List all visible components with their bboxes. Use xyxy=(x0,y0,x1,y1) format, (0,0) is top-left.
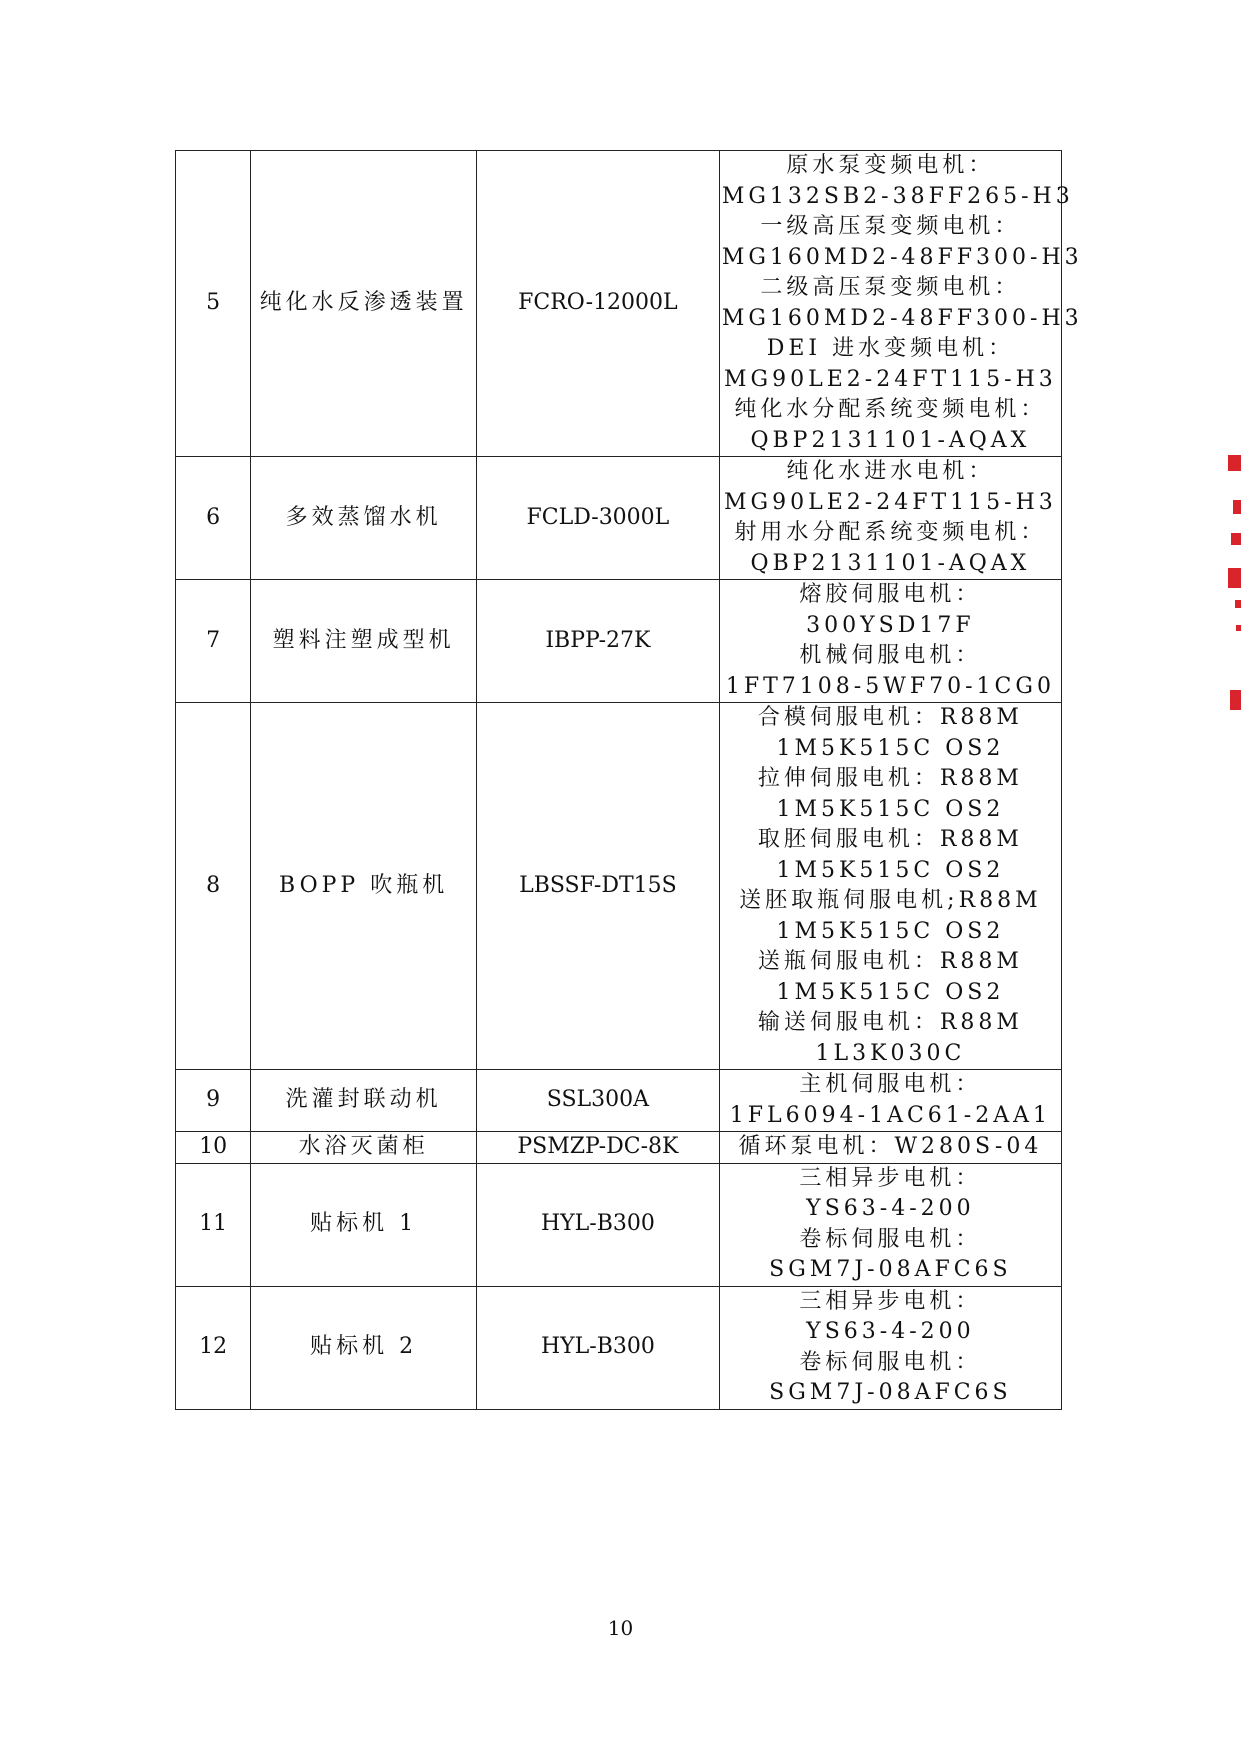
equipment-name-cell: BOPP 吹瓶机 xyxy=(251,703,477,1070)
row-number-cell: 9 xyxy=(176,1070,251,1132)
model-cell: FCLD-3000L xyxy=(477,457,720,580)
motor-spec-line: 送瓶伺服电机：R88M xyxy=(757,949,1023,974)
motor-spec-cell xyxy=(719,1163,1061,1286)
seal-stamp-fragment xyxy=(1231,533,1241,545)
equipment-name-cell: 洗灌封联动机 xyxy=(251,1070,477,1132)
row-number-cell: 10 xyxy=(176,1132,251,1164)
row-number-cell: 6 xyxy=(176,457,251,580)
motor-spec-line: 射用水分配系统变频电机： xyxy=(734,520,1047,545)
table-row xyxy=(176,1132,1062,1164)
model-cell: SSL300A xyxy=(477,1070,720,1132)
motor-spec-line: DEI 进水变频电机： xyxy=(766,336,1015,361)
motor-spec-line: SGM7J-08AFC6S xyxy=(769,1257,1012,1282)
table-row xyxy=(176,151,1062,457)
motor-spec-cell xyxy=(719,703,1061,1070)
motor-spec-cell xyxy=(719,151,1083,457)
motor-spec-line: 1M5K515C OS2 xyxy=(776,918,1005,944)
motor-spec-line: 三相异步电机： xyxy=(799,1165,982,1191)
model-cell: LBSSF-DT15S xyxy=(477,703,720,1070)
model-cell: HYL-B300 xyxy=(477,1163,720,1286)
motor-spec-line: MG132SB2-38FF265-H3 xyxy=(721,183,1074,209)
motor-spec-cell xyxy=(719,1286,1061,1409)
equipment-table-body xyxy=(176,151,1083,1410)
motor-spec-line: 卷标伺服电机： xyxy=(799,1226,982,1252)
motor-spec-line: 1L3K030C xyxy=(815,1040,966,1066)
motor-spec-line: 纯化水分配系统变频电机： xyxy=(734,397,1047,422)
motor-spec-line: 300YSD17F xyxy=(806,612,975,638)
seal-stamp-fragment xyxy=(1228,455,1241,471)
model-cell: HYL-B300 xyxy=(477,1286,720,1409)
equipment-table xyxy=(175,150,1083,1410)
seal-stamp-fragment xyxy=(1228,568,1241,588)
motor-spec-line: 1M5K515C OS2 xyxy=(776,857,1005,883)
motor-spec-line: YS63-4-200 xyxy=(806,1319,975,1344)
seal-stamp-fragment xyxy=(1236,625,1241,631)
motor-spec-line: 机械伺服电机： xyxy=(799,643,982,668)
model-cell: FCRO-12000L xyxy=(477,151,720,457)
row-number-cell: 5 xyxy=(176,151,251,457)
motor-spec-line: 输送伺服电机：R88M xyxy=(757,1010,1023,1035)
equipment-name-cell: 纯化水反渗透装置 xyxy=(251,151,477,457)
motor-spec-line: 取胚伺服电机：R88M xyxy=(757,827,1023,852)
motor-spec-line: 循环泵电机：W280S-04 xyxy=(738,1134,1043,1159)
motor-spec-line: 三相异步电机： xyxy=(799,1288,982,1314)
seal-stamp-fragment xyxy=(1230,690,1241,710)
motor-spec-line: 1M5K515C OS2 xyxy=(776,979,1005,1005)
motor-spec-line: YS63-4-200 xyxy=(806,1196,975,1221)
motor-spec-line: 二级高压泵变频电机： xyxy=(760,275,1021,300)
row-number-cell: 7 xyxy=(176,580,251,703)
table-row xyxy=(176,457,1062,580)
motor-spec-line: 卷标伺服电机： xyxy=(799,1349,982,1375)
motor-spec-line: 1M5K515C OS2 xyxy=(776,796,1005,822)
motor-spec-line: 1M5K515C OS2 xyxy=(776,735,1005,761)
equipment-name-cell: 塑料注塑成型机 xyxy=(251,580,477,703)
seal-stamp-fragment xyxy=(1235,600,1241,608)
table-row xyxy=(176,1163,1062,1286)
motor-spec-line: 原水泵变频电机： xyxy=(786,153,995,178)
motor-spec-line: 1FL6094-1AC61-2AA1 xyxy=(729,1102,1052,1128)
table-row xyxy=(176,1070,1062,1132)
table-row xyxy=(176,1286,1062,1409)
motor-spec-line: MG160MD2-48FF300-H3 xyxy=(721,305,1083,331)
motor-spec-line: 送胚取瓶伺服电机;R88M xyxy=(739,888,1042,913)
motor-spec-line: 合模伺服电机：R88M xyxy=(757,705,1023,730)
model-cell: PSMZP-DC-8K xyxy=(477,1132,720,1164)
equipment-name-cell: 水浴灭菌柜 xyxy=(251,1132,477,1164)
motor-spec-cell xyxy=(719,457,1061,580)
row-number-cell: 12 xyxy=(176,1286,251,1409)
seal-stamp-fragment xyxy=(1233,500,1241,514)
motor-spec-cell xyxy=(719,1132,1061,1164)
motor-spec-line: 一级高压泵变频电机： xyxy=(760,214,1021,239)
row-number-cell: 8 xyxy=(176,703,251,1070)
page-number: 10 xyxy=(607,1616,634,1640)
motor-spec-line: SGM7J-08AFC6S xyxy=(769,1380,1012,1405)
equipment-name-cell: 贴标机 2 xyxy=(251,1286,477,1409)
motor-spec-line: MG90LE2-24FT115-H3 xyxy=(724,489,1057,515)
motor-spec-line: 拉伸伺服电机：R88M xyxy=(757,766,1023,791)
motor-spec-line: MG90LE2-24FT115-H3 xyxy=(724,366,1057,392)
equipment-name-cell: 多效蒸馏水机 xyxy=(251,457,477,580)
motor-spec-line: 1FT7108-5WF70-1CG0 xyxy=(725,673,1055,699)
motor-spec-line: QBP2131101-AQAX xyxy=(750,427,1031,453)
motor-spec-cell xyxy=(719,580,1061,703)
table-row xyxy=(176,580,1062,703)
motor-spec-line: 纯化水进水电机： xyxy=(786,459,995,484)
equipment-name-cell: 贴标机 1 xyxy=(251,1163,477,1286)
row-number-cell: 11 xyxy=(176,1163,251,1286)
motor-spec-line: MG160MD2-48FF300-H3 xyxy=(721,244,1083,270)
model-cell: IBPP-27K xyxy=(477,580,720,703)
motor-spec-line: 熔胶伺服电机： xyxy=(799,582,982,607)
motor-spec-line: 主机伺服电机： xyxy=(799,1072,982,1097)
motor-spec-line: QBP2131101-AQAX xyxy=(750,550,1031,576)
motor-spec-cell xyxy=(719,1070,1061,1132)
table-row xyxy=(176,703,1062,1070)
